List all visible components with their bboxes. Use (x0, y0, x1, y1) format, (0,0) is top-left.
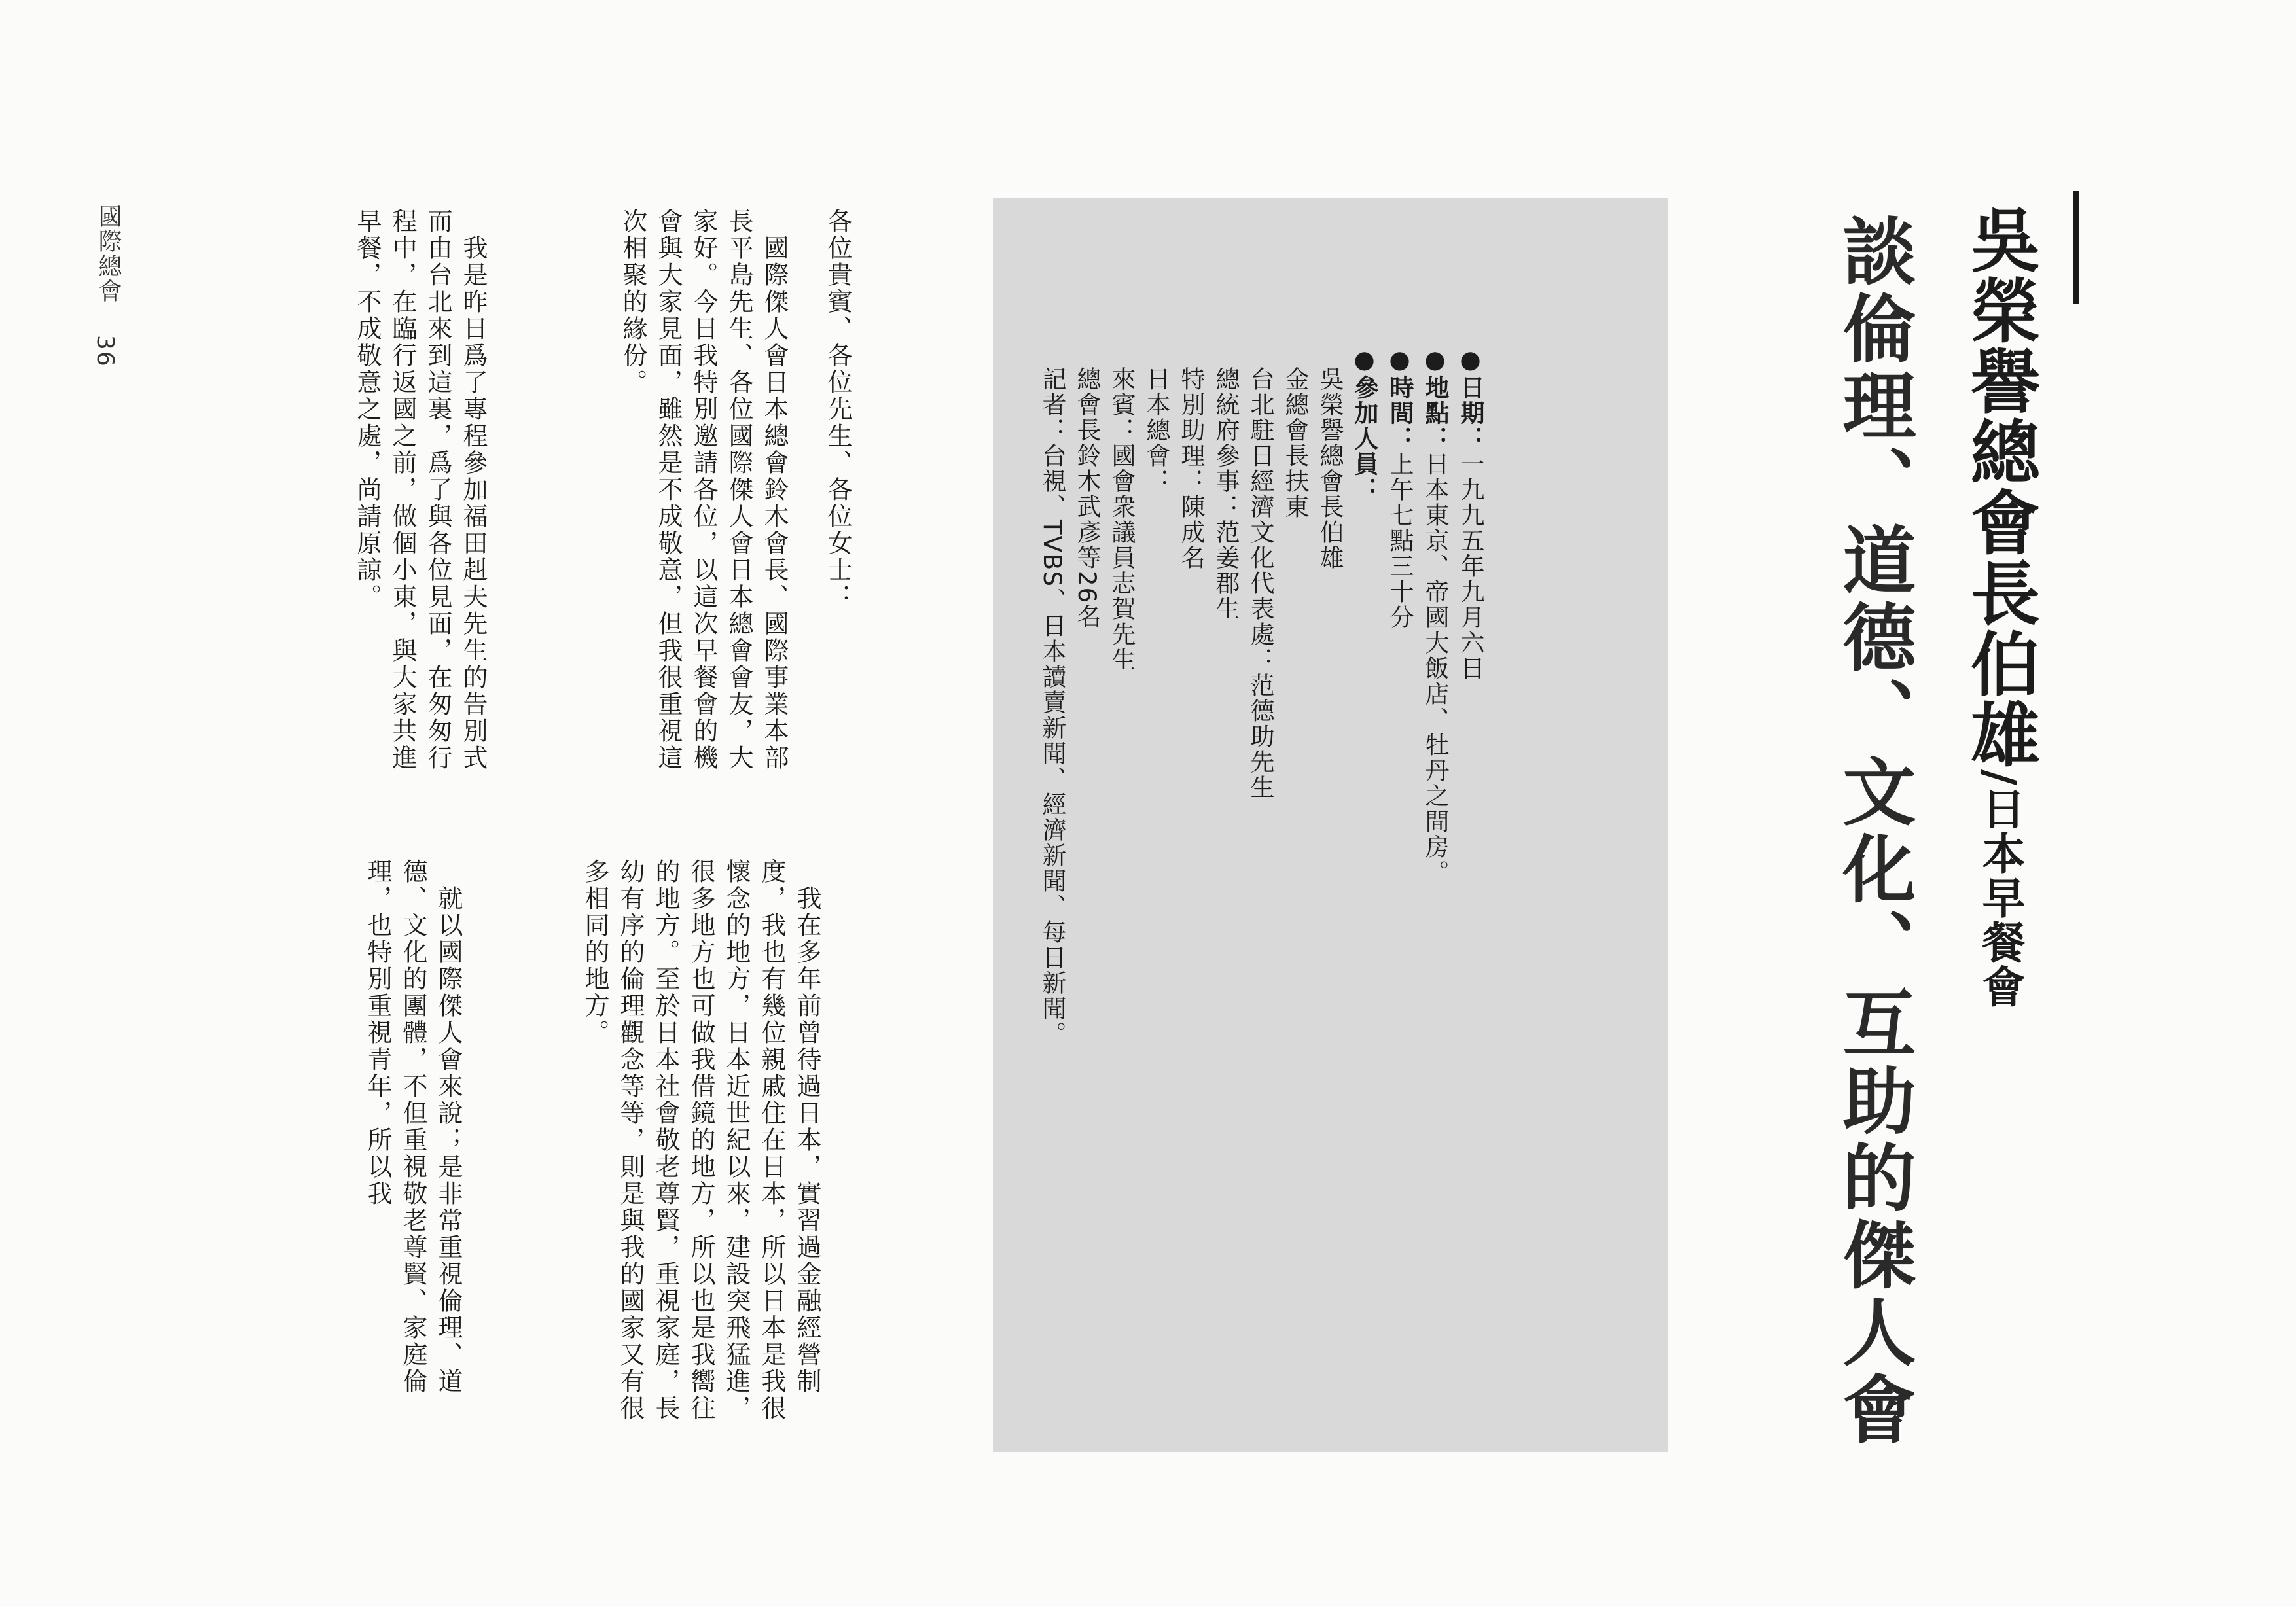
attendee-item: 金總會長扶東 (1281, 366, 1309, 520)
info-place-value: 日本東京、帝國大飯店、牡丹之間房。 (1421, 451, 1449, 885)
article-subtitle: 談倫理、道德、文化、互助的傑人會 (1831, 213, 1916, 1449)
body-paragraph: 就以國際傑人會來說；是非常重視倫理、道德、文化的團體，不但重視敬老尊賢、家庭倫理，也特別重視青年，所以我 (363, 858, 463, 1395)
publication-name: 國際總會 (95, 204, 122, 304)
bullet-icon: ● (1421, 345, 1449, 375)
info-place (1423, 345, 1447, 885)
body-paragraph: 我在多年前曾待過日本，實習過金融經營制度，我也有幾位親戚住在日本，所以日本是我很懷念的地方，日本近世紀以來，建設突飛猛進，很多地方也可做我借鏡的地方，所以也是我嚮往的地方。至於日本社會敬老尊賢，重視家庭，長幼有序的倫理觀念等等，則是與我的國家又有很多相同的地方。 (581, 858, 821, 1422)
body-paragraph: 我是昨日爲了專程參加福田赳夫先生的告別式而由台北來到這裏，爲了與各位見面，在匆匆行程中，在臨行返國之前，做個小東，與大家共進早餐，不成敬意之處，尚請原諒。 (353, 208, 488, 771)
article-title (1960, 204, 2040, 1010)
info-attendees-label: 參加人員： (1350, 375, 1378, 503)
title-suffix: /日本早餐會 (1975, 769, 2025, 1010)
attendee-item: 特別助理：陳成名 (1177, 366, 1205, 571)
attendee-item: 吳榮譽總會長伯雄 (1316, 366, 1344, 571)
info-time-value: 上午七點三十分 (1386, 451, 1414, 630)
attendee-item: 來賓：國會衆議員志賀先生 (1107, 366, 1136, 673)
attendee-item: 總會長鈴木武彥等26名 (1073, 366, 1101, 630)
page-number: 36 (92, 335, 118, 368)
attendee-item: 總統府參事：范姜郡生 (1211, 366, 1240, 622)
body-paragraph: 國際傑人會日本總會鈴木會長、國際事業本部長平島先生、各位國際傑人會日本總會會友，大家好。今日我特別邀請各位，以這次早餐會的機會與大家見面，雖然是不成敬意，但我很重視這次相聚的緣份。 (619, 208, 789, 771)
attendee-item: 日本總會： (1142, 366, 1170, 494)
title-accent-bar (2073, 191, 2079, 304)
info-place-label: 地點： (1421, 375, 1449, 451)
info-time (1388, 345, 1412, 630)
bullet-icon: ● (1350, 345, 1378, 375)
attendee-item: 記者：台視、TVBS、日本讀賣新聞、經濟新聞、每日新聞。 (1038, 366, 1066, 1048)
title-main-text: 吳榮譽總會長伯雄 (1960, 204, 2040, 769)
info-time-label: 時間： (1386, 375, 1414, 451)
bullet-icon: ● (1386, 345, 1414, 375)
bullet-icon: ● (1456, 345, 1484, 375)
info-attendees (1352, 345, 1376, 503)
info-date-value: 一九九五年九月六日 (1456, 451, 1484, 681)
info-date (1458, 345, 1482, 681)
attendee-item: 台北駐日經濟文化代表處：范德助先生 (1246, 366, 1274, 800)
body-greeting: 各位貴賓、各位先生、各位女士： (823, 208, 852, 610)
info-date-label: 日期： (1456, 375, 1484, 451)
